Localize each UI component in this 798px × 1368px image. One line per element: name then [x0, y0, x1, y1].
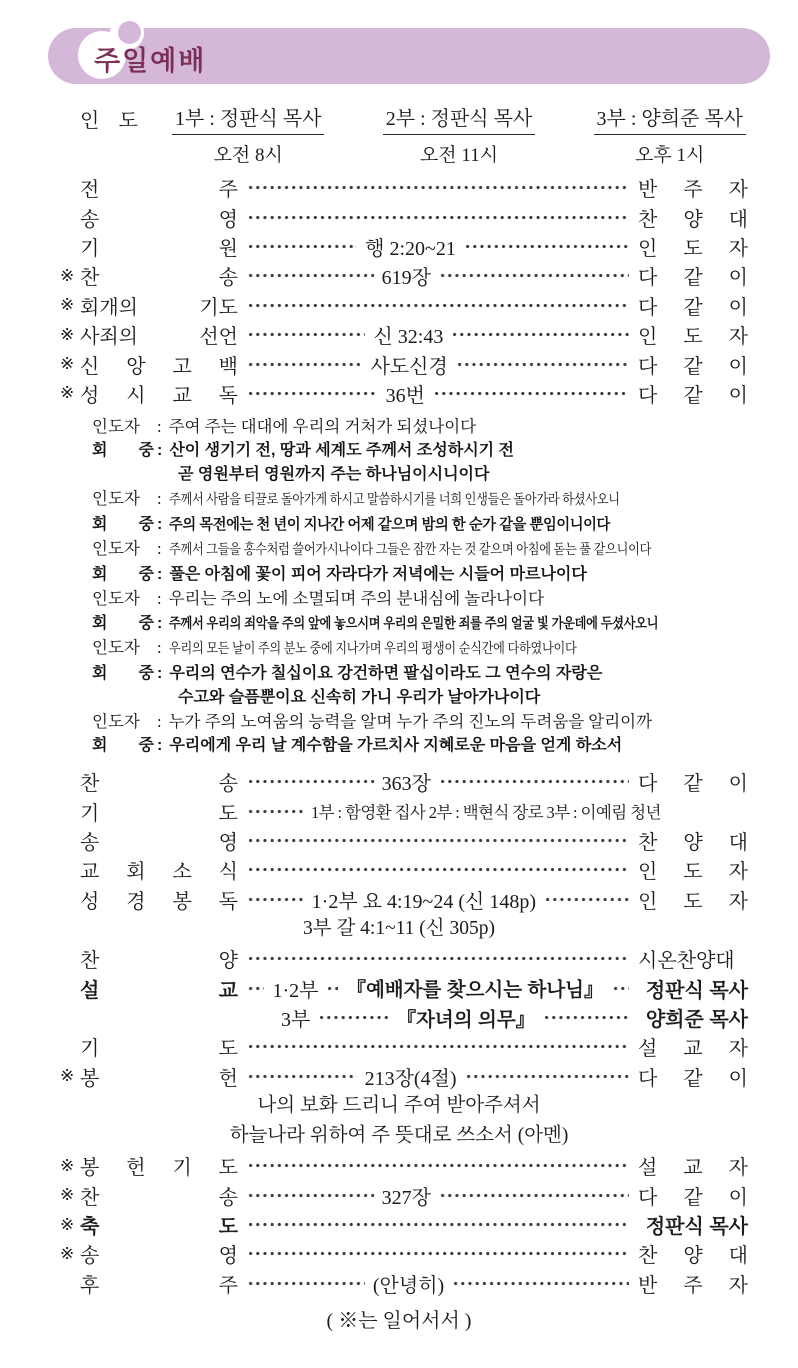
center-text: (안녕히) — [372, 1274, 445, 1297]
speaker-label: 회 중 — [92, 442, 154, 460]
leader-dots — [452, 1279, 629, 1288]
center-text: 1·2부 요 4:19~24 (신 148p) — [311, 890, 536, 913]
center-text: 36번 — [385, 384, 425, 407]
center-text: 행 2:20~21 — [365, 237, 456, 260]
center-text: 327장 — [381, 1186, 431, 1209]
order-row-doxology — [0, 202, 798, 231]
right-label: 다 같 이 — [638, 296, 748, 319]
scripture-line2: 3부 갈 4:1~11 (신 305p) — [303, 918, 495, 940]
standing-marker: ※ — [60, 1243, 75, 1263]
order-row-offering-prayer — [0, 1151, 798, 1180]
leader-dots — [247, 895, 304, 904]
speaker-label: 인도자 — [92, 712, 140, 732]
leader-dots — [247, 1191, 374, 1200]
right-label: 다 같 이 — [638, 1067, 748, 1090]
order-row-hymn — [0, 1180, 798, 1209]
leader-dots — [451, 330, 629, 339]
order-row-prayer — [0, 1032, 798, 1061]
order-row-hymn — [0, 261, 798, 290]
service-3 — [594, 102, 746, 167]
right-label: 반 주 자 — [638, 179, 748, 202]
preacher-name: 양희준 목사 — [645, 1009, 748, 1032]
service-leaders-row — [0, 94, 798, 173]
right-label: 반 주 자 — [638, 1274, 748, 1297]
speaker-label: 인도자 — [92, 539, 140, 559]
row-label: 찬 송 — [80, 267, 238, 290]
standing-marker: ※ — [60, 295, 75, 315]
reading-line: 인도자 : 주께서 그들을 홍수처럼 쓸어가시나이다 그들은 잠깐 자는 것 같으며 아침에 돋는 풀 같으니이다 — [92, 537, 768, 563]
leader-dots — [247, 360, 362, 369]
row-label: 사죄의 선언 — [80, 326, 238, 349]
leader-dots — [247, 271, 374, 280]
service-time: 오전 11시 — [419, 145, 499, 166]
right-label: 설 교 자 — [638, 1157, 748, 1180]
reading-line: 인도자 : 누가 주의 노여움의 능력을 알며 누가 주의 진노의 두려움을 알리이까 — [92, 710, 768, 734]
order-row-creed — [0, 349, 798, 378]
leader-dots — [247, 1042, 629, 1051]
order-row-announcements — [0, 855, 798, 884]
leader-dots — [247, 865, 629, 874]
right-label: 인 도 자 — [638, 326, 748, 349]
row-label: 찬 송 — [80, 773, 238, 796]
right-label: 시온찬양대 — [638, 950, 735, 973]
right-label: 찬 양 대 — [638, 1245, 748, 1268]
leader-dots — [326, 984, 338, 993]
right-label: 인 도 자 — [638, 861, 748, 884]
speaker-label: 회 중 — [92, 665, 154, 683]
row-label: 설 교 — [80, 979, 238, 1002]
service-2 — [383, 102, 535, 167]
leader-dots — [318, 1013, 388, 1022]
service-leader-name: 2부 : 정판식 목사 — [383, 102, 535, 135]
service-time: 오전 8시 — [213, 145, 283, 166]
order-row-benediction — [0, 1210, 798, 1239]
leader-dots — [247, 1249, 629, 1258]
leader-dots — [247, 836, 629, 845]
service-leader-name: 3부 : 양희준 목사 — [594, 102, 746, 135]
order-row-responsive-reading — [0, 379, 798, 408]
leader-dots — [433, 389, 629, 398]
leader-dots — [247, 242, 357, 251]
right-label: 다 같 이 — [638, 1186, 748, 1209]
leader-dots — [247, 1072, 357, 1081]
standing-marker: ※ — [60, 1066, 75, 1086]
speaker-label: 인도자 — [92, 417, 140, 437]
order-row-prayer — [0, 797, 798, 826]
row-label: 기 도 — [80, 802, 238, 825]
leader-dots — [439, 1191, 629, 1200]
order-row-scripture — [0, 885, 798, 914]
center-text: 사도신경 — [370, 355, 448, 378]
center-text: 신 32:43 — [373, 326, 444, 349]
leader-dots — [247, 954, 629, 963]
standing-marker: ※ — [60, 354, 75, 374]
section-header-bar — [48, 28, 770, 84]
offering-verse-line1: 나의 보화 드리니 주여 받아주셔서 — [257, 1095, 541, 1117]
speaker-label: 인도자 — [92, 489, 140, 509]
offering-verse-line2: 하늘나라 위하여 주 뜻대로 쓰소서 (아멘) — [229, 1125, 569, 1147]
row-label: 전 주 — [80, 179, 238, 202]
row-label: 봉 헌 기 도 — [80, 1157, 238, 1180]
service-time: 오후 1시 — [635, 145, 705, 166]
row-label: 회개의 기도 — [80, 296, 238, 319]
row-label: 신 앙 고 백 — [80, 355, 238, 378]
leader-dots — [439, 777, 629, 786]
reading-line: 회 중 : 우리에게 우리 날 계수함을 가르치사 지혜로운 마음을 얻게 하소서 — [92, 734, 768, 758]
leader-dots — [247, 301, 629, 310]
row-label: 축 도 — [80, 1216, 238, 1238]
right-label: 다 같 이 — [638, 773, 748, 796]
speaker-label: 인도자 — [92, 589, 140, 609]
leader-dots — [439, 271, 629, 280]
sermon-part: 1·2부 — [272, 979, 319, 1002]
reading-line: 회 중 : 풀은 아침에 꽃이 피어 자라다가 저녁에는 시들어 마르나이다 — [92, 563, 768, 587]
order-row-doxology — [0, 826, 798, 855]
row-label: 성 시 교 독 — [80, 384, 238, 407]
sermon-part: 3부 — [281, 1009, 311, 1032]
leader-dots — [247, 1161, 629, 1170]
leader-dots — [544, 895, 629, 904]
order-row-invocation — [0, 232, 798, 261]
responsive-reading — [0, 408, 798, 767]
reading-line: 인도자 : 우리는 주의 노에 소멸되며 주의 분내심에 놀라나이다 — [92, 587, 768, 611]
order-row-anthem — [0, 944, 798, 973]
right-label: 다 같 이 — [638, 267, 748, 290]
row-label: 송 영 — [80, 832, 238, 855]
reading-line: 인도자 : 우리의 모든 날이 주의 분노 중에 지나가며 우리의 평생이 순식간에 다하였나이다 — [92, 636, 768, 662]
standing-marker: ※ — [60, 1214, 75, 1234]
row-label: 송 영 — [80, 1245, 238, 1268]
order-row-absolution — [0, 320, 798, 349]
service-1 — [172, 102, 324, 167]
standing-marker: ※ — [60, 1185, 75, 1205]
leader-dots — [247, 183, 629, 192]
speaker-label: 회 중 — [92, 566, 154, 584]
row-label: 교 회 소 식 — [80, 861, 238, 884]
center-text: 213장(4절) — [364, 1067, 457, 1090]
right-label: 설 교 자 — [638, 1038, 748, 1061]
leader-dots — [247, 984, 264, 993]
reading-line: 곧 영원부터 영원까지 주는 하나님이시니이다 — [178, 466, 490, 484]
reading-line: 회 중 : 주께서 우리의 죄악을 주의 앞에 놓으시며 우리의 은밀한 죄를 주의 얼굴 빛 가운데에 두셨사오니 — [92, 611, 768, 636]
sermon-title: 『예배자를 찾으시는 하나님』 — [346, 979, 604, 1002]
preacher-name: 정판식 목사 — [645, 1216, 748, 1238]
leader-dots — [612, 984, 629, 993]
row-label: 기 도 — [80, 1038, 238, 1061]
reading-line: 인도자 : 주여 주는 대대에 우리의 거처가 되셨나이다 — [92, 415, 768, 439]
order-row-offering — [0, 1062, 798, 1091]
right-label: 인 도 자 — [638, 237, 748, 260]
preacher-name: 정판식 목사 — [645, 979, 748, 1002]
leader-dots — [543, 1013, 629, 1022]
speaker-label: 회 중 — [92, 737, 154, 755]
reading-line: 인도자 : 주께서 사람을 티끌로 돌아가게 하시고 말씀하시기를 너희 인생들은 돌아가라 하셨사오니 — [92, 487, 768, 513]
leader-dots — [247, 330, 365, 339]
leaders-label: 인 도 — [80, 110, 138, 132]
row-label: 성 경 봉 독 — [80, 890, 238, 913]
row-label: 봉 헌 — [80, 1067, 238, 1090]
speaker-label: 회 중 — [92, 615, 154, 633]
right-label: 인 도 자 — [638, 890, 748, 913]
sermon-title: 『자녀의 의무』 — [396, 1008, 536, 1031]
row-label: 찬 송 — [80, 1186, 238, 1209]
speaker-label: 회 중 — [92, 516, 154, 534]
leader-dots — [247, 807, 303, 816]
standing-legend: ( ※는 일어서서 ) — [326, 1309, 472, 1332]
standing-marker: ※ — [60, 1155, 75, 1175]
row-label: 찬 양 — [80, 950, 238, 973]
standing-marker: ※ — [60, 324, 75, 344]
speaker-label: 인도자 — [92, 638, 140, 658]
reading-line: 회 중 : 산이 생기기 전, 땅과 세계도 주께서 조성하시기 전 — [92, 439, 768, 463]
order-row-sermon — [0, 973, 798, 1002]
leader-dots — [247, 1279, 365, 1288]
leaders-columns — [172, 102, 746, 167]
reading-line: 회 중 : 우리의 연수가 칠십이요 강건하면 팔십이라도 그 연수의 자랑은 — [92, 662, 768, 686]
order-row-sermon-line2 — [0, 1003, 798, 1032]
leader-dots — [247, 389, 378, 398]
prayer-leaders-text: 1부 : 함영환 집사 2부 : 백현식 장로 3부 : 이예림 청년 — [311, 803, 661, 823]
leader-dots — [247, 1220, 629, 1229]
leader-dots — [247, 213, 629, 222]
row-label: 송 영 — [80, 208, 238, 231]
right-label: 찬 양 대 — [638, 208, 748, 231]
leader-dots — [247, 777, 374, 786]
order-row-hymn — [0, 767, 798, 796]
leader-dots — [464, 242, 629, 251]
center-text: 363장 — [381, 773, 431, 796]
leader-dots — [465, 1072, 629, 1081]
row-label: 후 주 — [80, 1274, 238, 1297]
page-title: 주일예배 — [94, 46, 207, 76]
right-label: 찬 양 대 — [638, 832, 748, 855]
reading-line: 수고와 슬픔뿐이요 신속히 가니 우리가 날아가나이다 — [178, 689, 541, 707]
order-row-doxology — [0, 1239, 798, 1268]
order-row-repentance — [0, 291, 798, 320]
center-text: 619장 — [381, 267, 431, 290]
row-label: 기 원 — [80, 237, 238, 260]
right-label: 다 같 이 — [638, 384, 748, 407]
order-row-postlude — [0, 1269, 798, 1298]
service-leader-name: 1부 : 정판식 목사 — [172, 102, 324, 135]
leader-dots — [456, 360, 629, 369]
standing-marker: ※ — [60, 383, 75, 403]
standing-marker: ※ — [60, 265, 75, 285]
reading-line: 회 중 : 주의 목전에는 천 년이 지나간 어제 같으며 밤의 한 순가 같을 뿐임이니이다 — [92, 513, 768, 537]
right-label: 다 같 이 — [638, 355, 748, 378]
order-row-prelude — [0, 173, 798, 202]
